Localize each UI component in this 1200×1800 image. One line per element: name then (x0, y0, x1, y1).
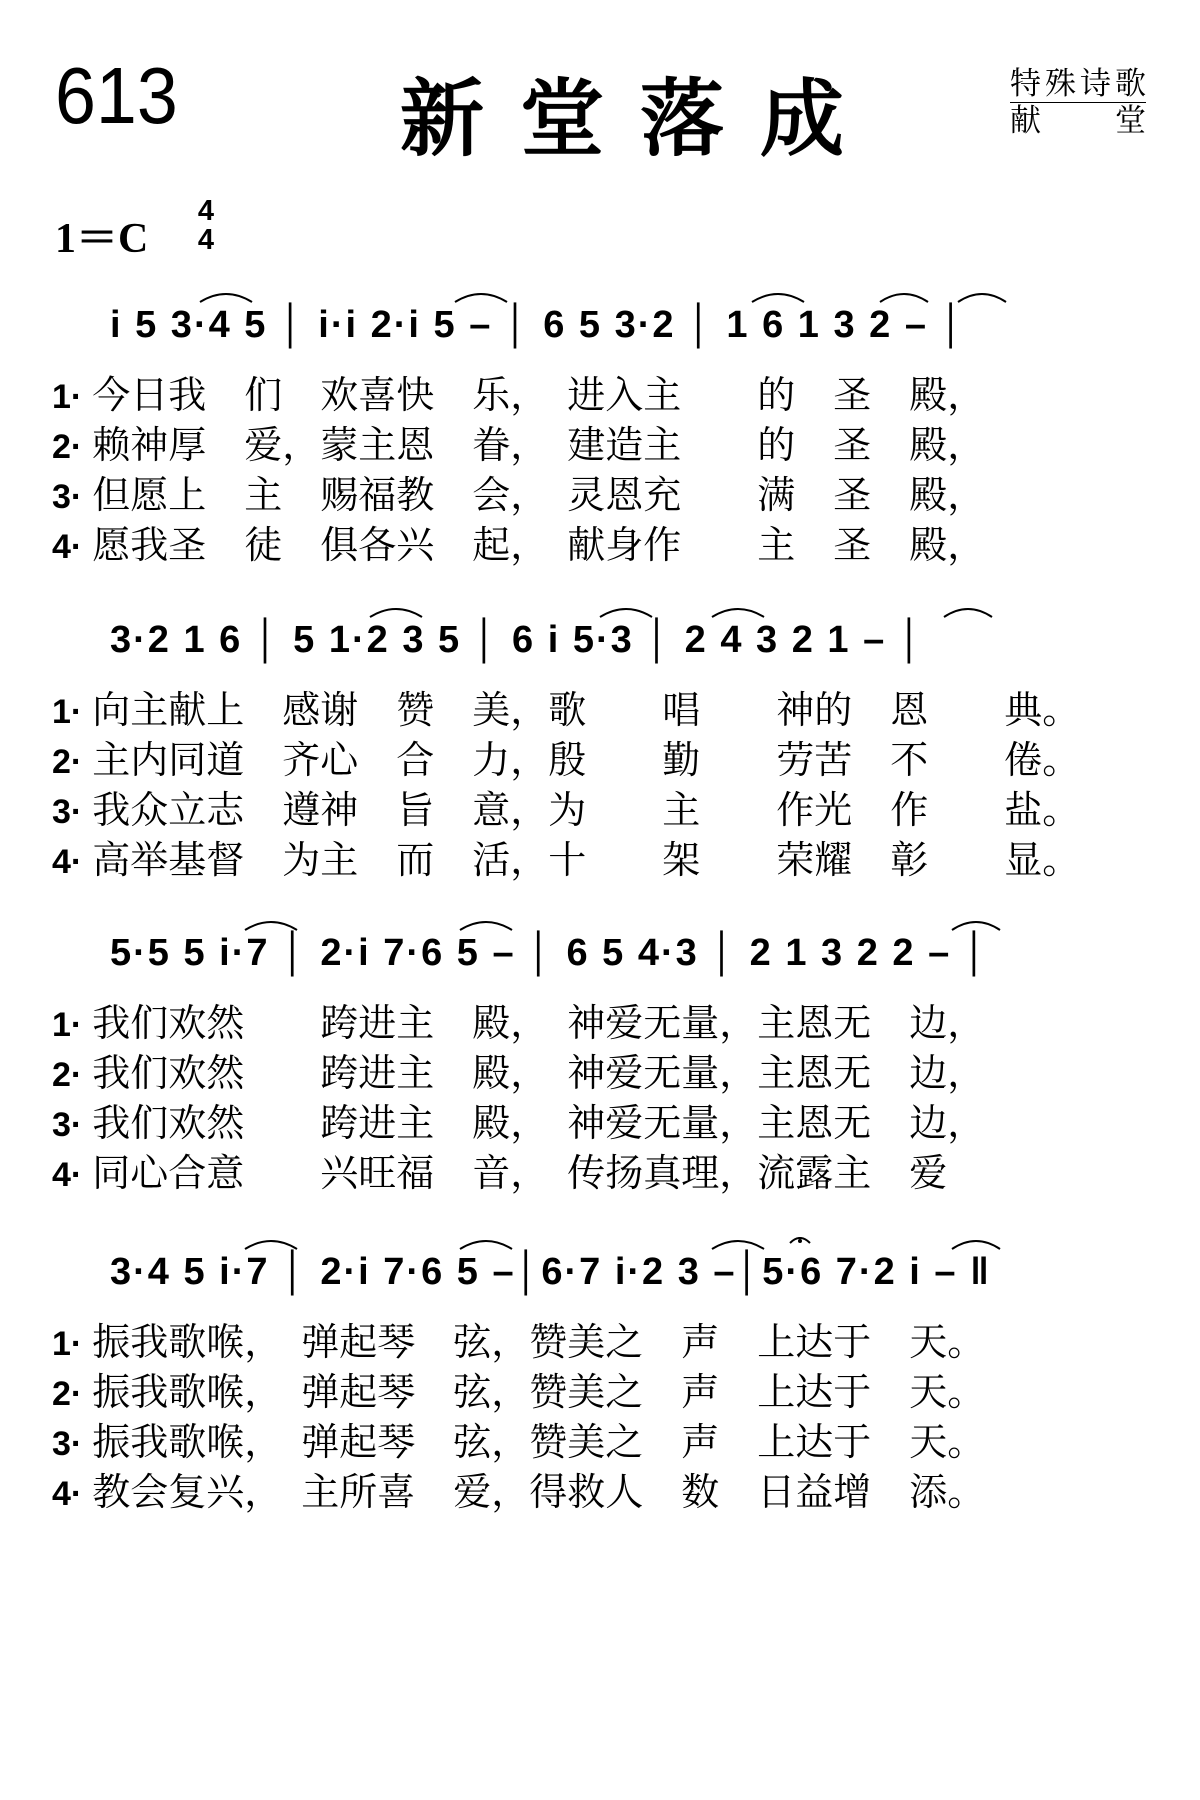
hymn-number: 613 (55, 51, 178, 140)
lyric-line (52, 520, 985, 570)
lyric-line (52, 1467, 985, 1517)
notes-line (0, 605, 1200, 685)
lyric-line (52, 1417, 985, 1467)
lyric-text: 我们欢然 跨进主 殿， 神爱无量，主恩无 边， (92, 1051, 986, 1095)
lyric-line (52, 835, 1080, 885)
notes-line (0, 918, 1200, 998)
lyric-line (52, 685, 1080, 735)
lyric-line (52, 735, 1080, 785)
notes-text: i 5 3·4 5 │ i·i 2·i 5 – │ 6 5 3·2 │ 1 6 1 3 2 – │ (110, 304, 967, 346)
verse-number: 4· (52, 843, 83, 881)
notes-text: 5·5 5 i·7 │ 2·i 7·6 5 – │ 6 5 4·3 │ 2 1 3 2 2 – │ (110, 932, 990, 974)
notes-text: 3·2 1 6 │ 5 1·2 3 5 │ 6 i 5·3 │ 2 4 3 2 1 – │ (110, 619, 925, 661)
verse-number: 2· (52, 743, 83, 781)
notes-text: 3·4 5 i·7 │ 2·i 7·6 5 –│6·7 i·2 3 –│5·6 7·2 i – ‖ (110, 1251, 991, 1293)
lyric-line (52, 1048, 985, 1098)
verse-number: 2· (52, 1056, 83, 1094)
category-box (1010, 66, 1146, 139)
verse-number: 2· (52, 428, 83, 466)
time-signature-bottom: 4 (197, 224, 215, 256)
lyric-line (52, 1098, 985, 1148)
lyric-text: 但愿上 主 赐福教 会， 灵恩充 满 圣 殿， (92, 473, 986, 517)
lyric-text: 振我歌喉， 弹起琴 弦，赞美之 声 上达于 天。 (92, 1420, 986, 1464)
lyric-line (52, 785, 1080, 835)
subcategory-label: 献 堂 (1010, 103, 1146, 139)
key-signature: 1＝C (55, 216, 149, 262)
verse-number: 3· (52, 1425, 83, 1463)
hymn-title: 新堂落成 (400, 70, 881, 168)
lyric-text: 振我歌喉， 弹起琴 弦，赞美之 声 上达于 天。 (92, 1370, 986, 1414)
lyric-text: 我们欢然 跨进主 殿， 神爱无量，主恩无 边， (92, 1101, 986, 1145)
verse-number: 1· (52, 1325, 83, 1363)
lyric-text: 振我歌喉， 弹起琴 弦，赞美之 声 上达于 天。 (92, 1320, 986, 1364)
category-label: 特殊诗歌 (1010, 66, 1146, 102)
time-signature-top: 4 (197, 195, 215, 227)
lyric-text: 赖神厚 爱，蒙主恩 眷， 建造主 的 圣 殿， (92, 423, 986, 467)
verse-number: 3· (52, 1106, 83, 1144)
notes-line (0, 1237, 1200, 1317)
lyric-line (52, 370, 985, 420)
lyric-text: 我众立志 遵神 旨 意，为 主 作光 作 盐。 (92, 788, 1081, 832)
lyric-text: 今日我 们 欢喜快 乐， 进入主 的 圣 殿， (92, 373, 986, 417)
lyric-text: 愿我圣 徒 俱各兴 起， 献身作 主 圣 殿， (92, 523, 986, 567)
verse-number: 2· (52, 1375, 83, 1413)
lyric-line (52, 998, 985, 1048)
lyric-line (52, 420, 985, 470)
lyric-text: 主内同道 齐心 合 力，殷 勤 劳苦 不 倦。 (92, 738, 1081, 782)
verse-number: 4· (52, 528, 83, 566)
verse-number: 4· (52, 1475, 83, 1513)
verse-number: 1· (52, 1006, 83, 1044)
notes-line (0, 290, 1200, 370)
verse-number: 1· (52, 378, 83, 416)
lyric-text: 教会复兴， 主所喜 爱，得救人 数 日益增 添。 (92, 1470, 986, 1514)
verse-number: 1· (52, 693, 83, 731)
lyric-text: 我们欢然 跨进主 殿， 神爱无量，主恩无 边， (92, 1001, 986, 1045)
lyric-line (52, 1367, 985, 1417)
lyric-text: 高举基督 为主 而 活，十 架 荣耀 彰 显。 (92, 838, 1081, 882)
verse-number: 3· (52, 478, 83, 516)
time-signature (194, 197, 218, 255)
lyric-text: 同心合意 兴旺福 音， 传扬真理，流露主 爱 (92, 1151, 948, 1195)
lyric-line (52, 1317, 985, 1367)
lyric-line (52, 1148, 947, 1198)
verse-number: 3· (52, 793, 83, 831)
lyric-line (52, 470, 985, 520)
lyric-text: 向主献上 感谢 赞 美，歌 唱 神的 恩 典。 (92, 688, 1081, 732)
verse-number: 4· (52, 1156, 83, 1194)
